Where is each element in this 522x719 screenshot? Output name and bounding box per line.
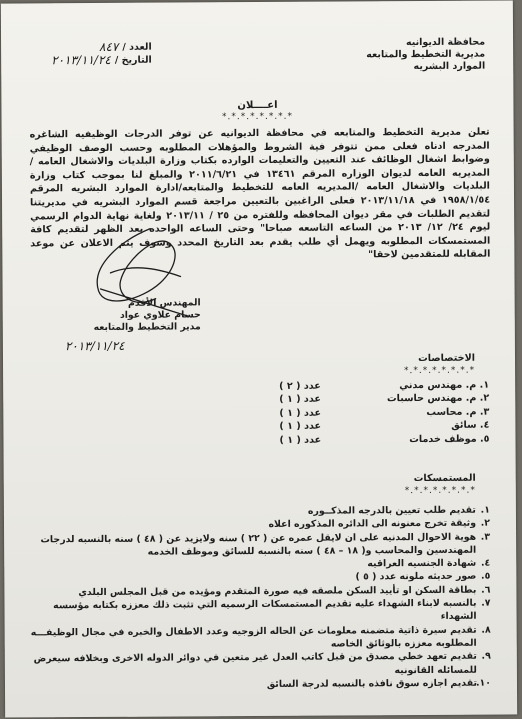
item-text: بالنسبه لابناء الشهداء عليه تقديم المستمسكات الرسميه التي تثبت ذلك معززه بكتابه مؤسسه الشهداء xyxy=(53,597,477,623)
document-item xyxy=(29,676,491,692)
specialization-item xyxy=(279,432,489,447)
header-line-directorate: مديرية التخطيط والمتابعه xyxy=(366,48,486,61)
item-text: بطاقة السكن او تأييد السكن ملصقه فيه صورة المتقدم ومؤيده من قبل المجلس البلدي xyxy=(78,584,477,598)
signature-block xyxy=(61,297,201,334)
announcement-title: اعــــلان xyxy=(237,99,278,112)
item-number: ٨. xyxy=(481,624,491,636)
item-text: وثيقة تخرج معنونه الى الدائره المذكوره اعلاه xyxy=(268,517,477,531)
item-number: ٤. xyxy=(479,419,490,431)
item-number: ٧. xyxy=(481,597,491,609)
documents-list xyxy=(28,504,491,693)
item-number: ٢. xyxy=(479,392,490,405)
item-name: موظف خدمات xyxy=(409,433,477,445)
item-count: عدد ( ١ ) xyxy=(279,434,322,446)
item-name: م. مهندس حاسبات xyxy=(386,393,477,405)
item-number: ١. xyxy=(480,504,490,516)
specialization-item xyxy=(279,379,489,394)
announcement-paragraph: تعلن مديرية التخطيط والمتابعه في محافظة الديوانيه عن توفر الدرجات الوظيفيه الشاغره المدرجه ادناه فعلى ممن تتوفر فية الشروط والمؤهلات المطلوبه وحسب الوصف الوظيفي وضوابط اشغال الوظائف عند التعيين والتعليمات الوارده بكتاب وزارة البلديات والاشغال العامه / المديريه العامه لديوان الوزاره المرقم ١٣٤٦١ في ٢٠١١/٦/٢١ والمبلغ لنا بموجب كتاب وزارة البلديات والاشغال العامه /المديريه العامه للتخطيط والمتابعه/ادارة الموارد البشريه المرقم ١٩٥٨/١/٥٤ في ٢٠١٣/١١/١٨ فعلى الراغبين بالتعيين مراجعة قسم الموارد البشريه في مديريتنا لتقديم الطلبات في مقر ديوان المحافظه وللفتره من ٢٥ / ٢٠١٣/١١ ولغاية نهاية الدوام الرسمي ليوم ٢٤/ ١٢/ ٢٠١٣ من الساعه التاسعه صباحا" وحتى الساعه الواحده بعد الظهر لتقديم كافة المستمسكات المطلوبه ويهمل أي طلب يقدم بعد التاريخ المحدد وسوف يتم الاعلان عن موعد المقابله للمتقدمين لاحقا" xyxy=(29,126,491,261)
reference-block xyxy=(51,41,152,68)
reference-number-value: ٨٤٧ xyxy=(98,39,119,54)
item-count: عدد ( ١ ) xyxy=(279,420,322,433)
specializations-stars: *.*.*.*.*.*.*.* xyxy=(404,365,476,377)
document-item xyxy=(28,530,490,559)
announcement-stars: *.*.*.*.*.*.*.* xyxy=(221,111,294,123)
item-number: ٥. xyxy=(481,571,491,583)
item-number: ٩. xyxy=(481,650,491,662)
document-page xyxy=(1,0,517,717)
reference-date-value: ٢٠١٣/١١/٢٤ xyxy=(51,52,111,68)
item-number: ٥. xyxy=(479,433,490,445)
signatory-name: حسام علاوي عواد xyxy=(119,309,201,321)
signature-date: ٢٠١٣/١١/٢٤ xyxy=(64,338,125,354)
specialization-item xyxy=(279,405,489,420)
item-number: ٦. xyxy=(481,584,491,596)
reference-number-label: العدد / xyxy=(122,41,152,53)
document-item xyxy=(29,650,491,679)
item-text: تقديم سيرة ذاتية متضمنه معلومات عن الحاله الزوجيه وعدد الاطفال والخبره في مجال الوظيفـــه المطلوبه معززه بالوثائق الخاصه xyxy=(30,624,477,650)
item-text: شهادة الجنسيه العراقيه xyxy=(367,557,477,570)
item-count: عدد ( ١ ) xyxy=(279,394,321,406)
item-text: صور حديثه ملونه عدد ( ٥ ) xyxy=(355,571,477,583)
specializations-list xyxy=(279,379,489,447)
documents-title: المستمسكات xyxy=(413,472,476,485)
item-text: تقديم طلب تعيين بالدرجه المذكــوره xyxy=(307,504,476,517)
signatory-title: المهندس الأقدم xyxy=(127,297,201,309)
signatory-position: مدير التخطيط والمتابعه xyxy=(93,321,201,334)
item-count: عدد ( ١ ) xyxy=(279,407,322,419)
reference-date-label: التاريخ / xyxy=(114,54,152,66)
item-number: ٤. xyxy=(480,557,491,569)
item-text: هوية الاحوال المدنيه على ان لايقل عمره عن ( ٢٢ ) سنه ولايزيد عن ( ٤٨ ) سنه بالنسبه لدرجات المهندسين والمحاسب و( ١٨ – ٤٨ ) سنه بالنسبه للسائق وموظف الخدمه xyxy=(40,531,477,558)
item-text: تقديم تعهد خطي مصدق من قبل كاتب العدل غير متعين في دوائر الدوله الاخرى وبخلافه سيعرض للمسائله القانونيه xyxy=(33,650,477,676)
item-number: ٣. xyxy=(480,531,491,543)
item-text: تقديم اجازه سوق نافذه بالنسبه لدرجة السائق xyxy=(266,677,478,690)
item-count: عدد ( ٢ ) xyxy=(279,380,321,392)
header-line-department: الموارد البشريه xyxy=(413,60,486,73)
item-name: م. مهندس مدني xyxy=(399,379,477,392)
document-item xyxy=(29,623,491,652)
documents-stars: *.*.*.*.*.*.*.* xyxy=(404,485,476,497)
specialization-item xyxy=(279,419,489,434)
item-number: ١٠. xyxy=(475,677,492,689)
organization-header xyxy=(366,37,485,74)
item-name: سائق xyxy=(451,419,477,431)
item-name: م. محاسب xyxy=(426,406,477,418)
specialization-item xyxy=(279,392,489,407)
item-number: ٣. xyxy=(479,406,490,418)
header-line-governorate: محافظة الديوانيه xyxy=(405,36,486,49)
item-number: ٢. xyxy=(480,517,491,529)
item-number: ١. xyxy=(479,379,490,391)
document-item xyxy=(28,597,490,626)
specializations-title: الاختصاصات xyxy=(418,352,476,365)
